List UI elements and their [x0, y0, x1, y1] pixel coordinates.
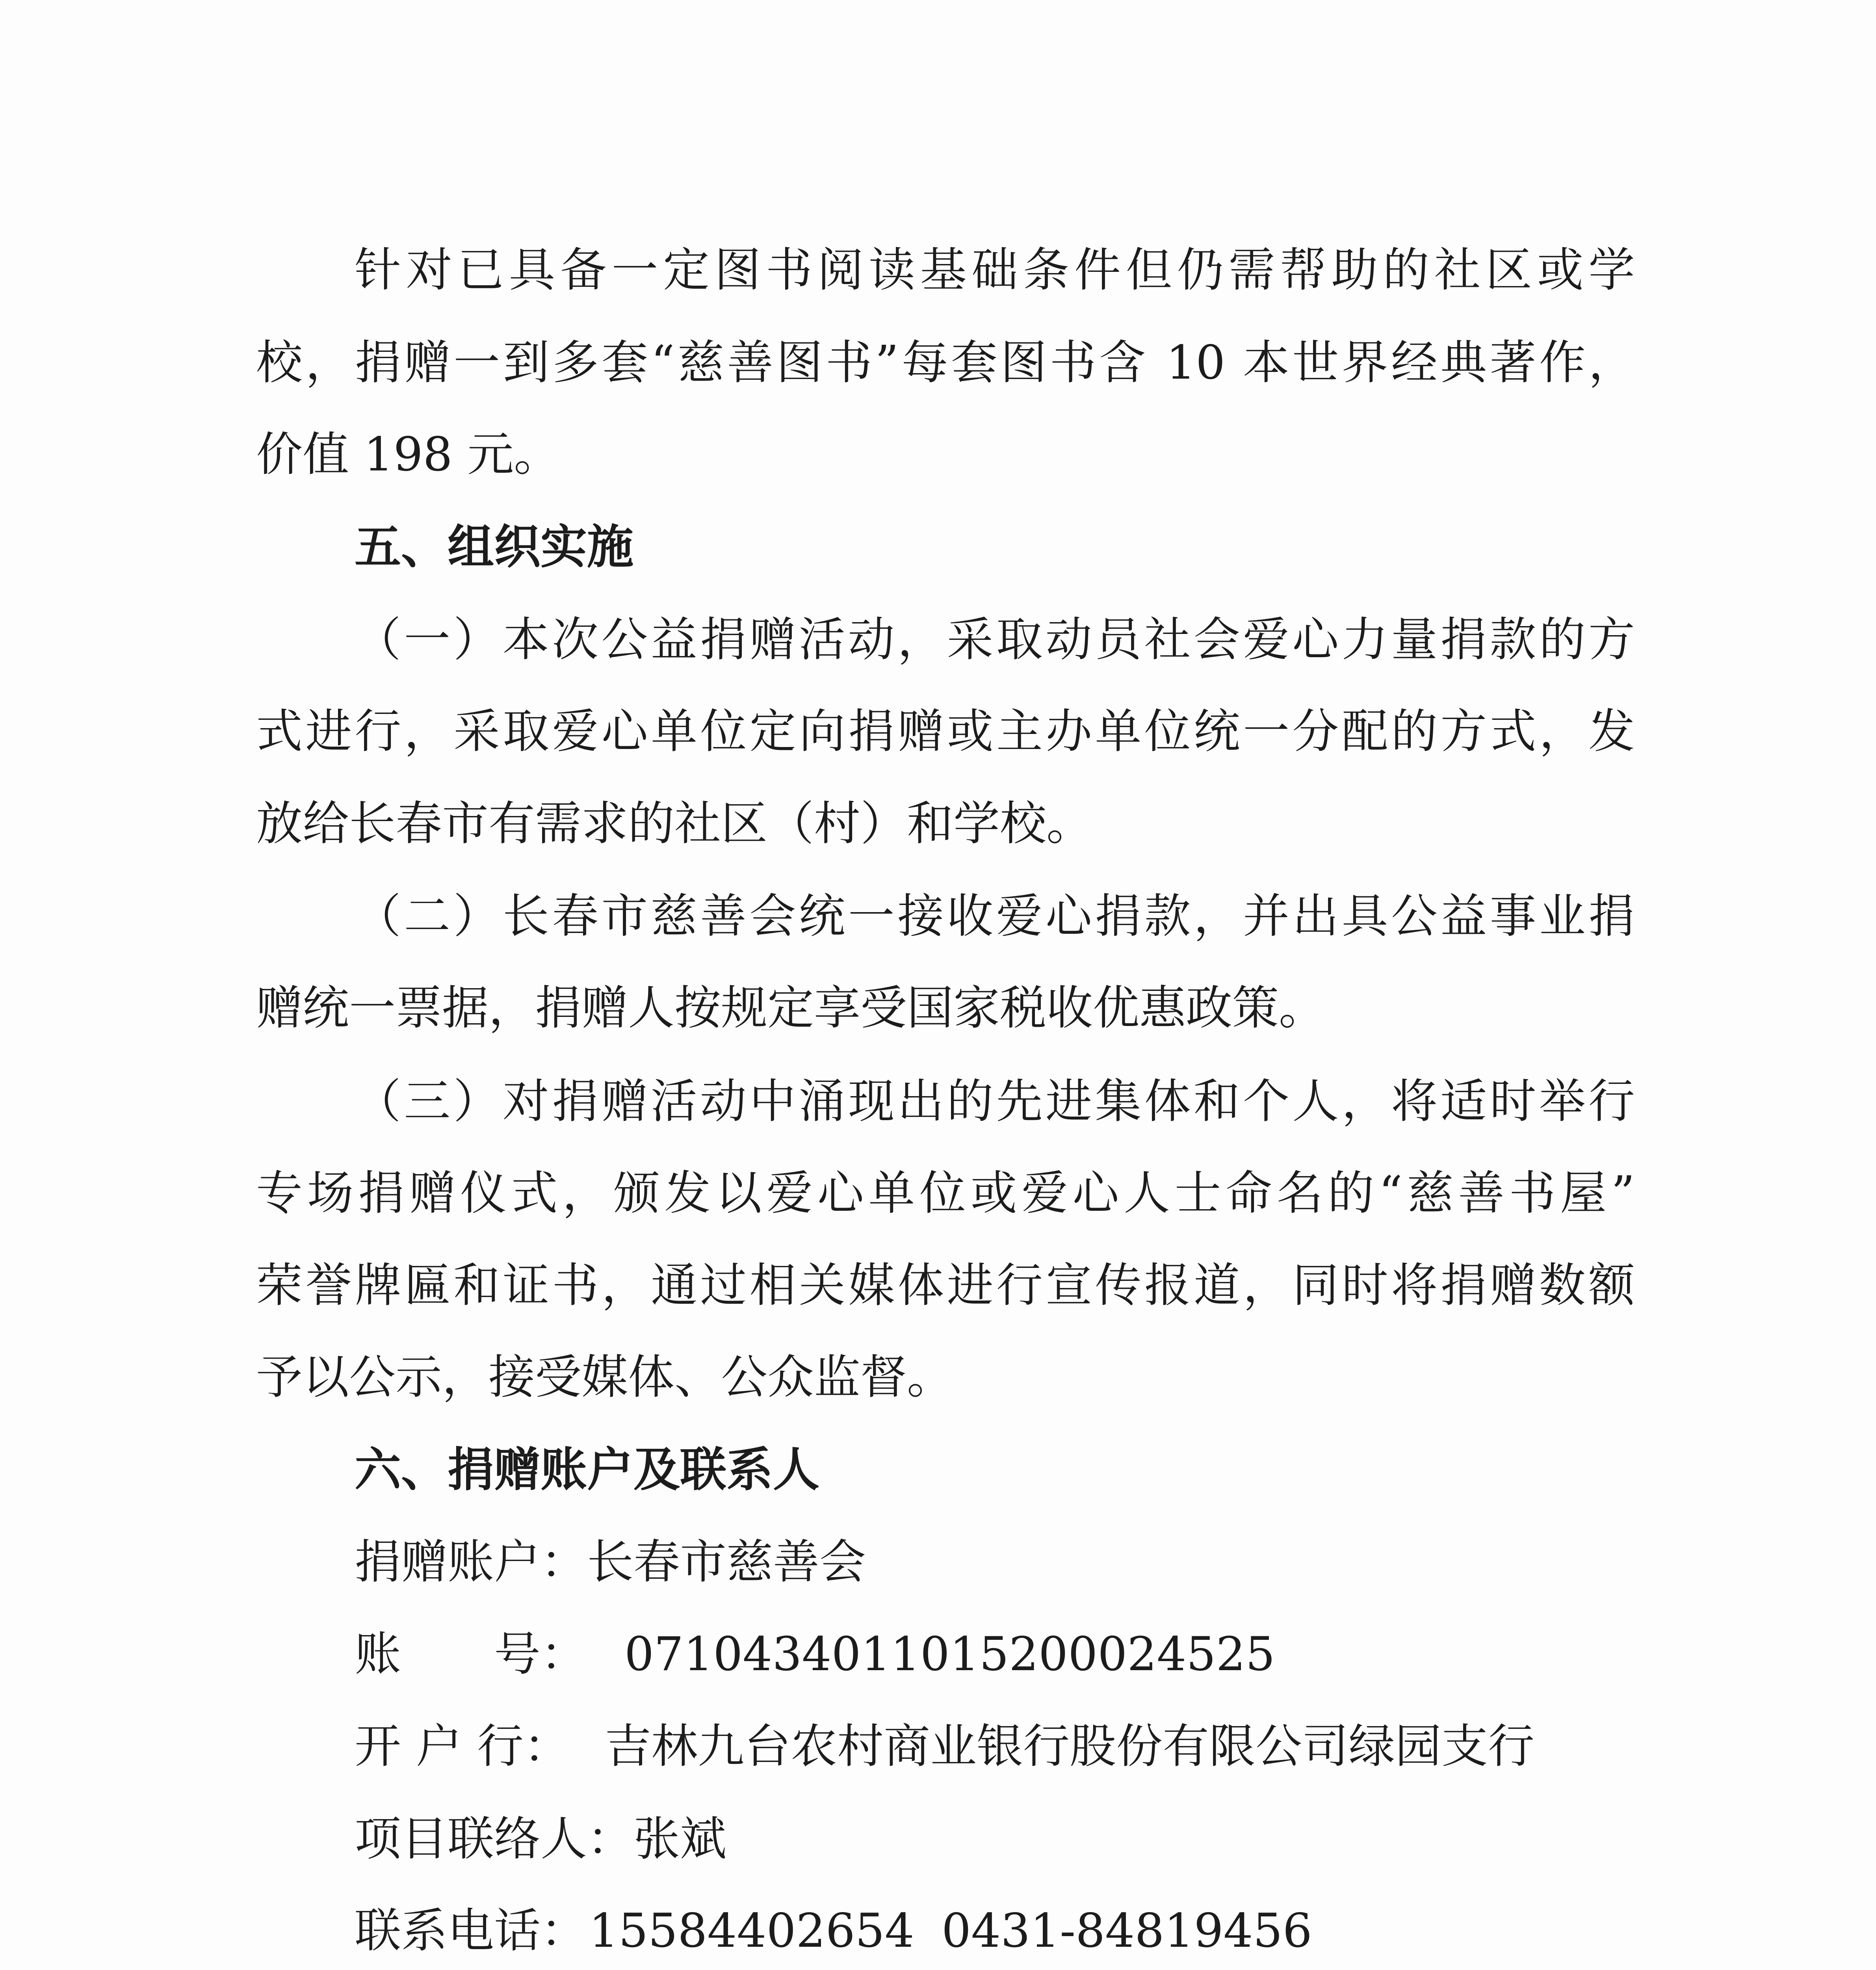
contact-person: 项目联络人：张斌	[355, 1812, 727, 1866]
paragraph-line: 针对已具备一定图书阅读基础条件但仍需帮助的社区或学	[355, 243, 1635, 297]
phone-mobile: 15584402654	[589, 1903, 914, 1958]
account-number: 0710434011015200024525	[624, 1627, 1275, 1681]
paragraph-line: 荣誉牌匾和证书，通过相关媒体进行宣传报道，同时将捐赠数额	[256, 1258, 1635, 1312]
paragraph-line: 赠统一票据，捐赠人按规定享受国家税收优惠政策。	[256, 981, 1326, 1035]
section-heading: 五、组织实施	[355, 519, 634, 574]
paragraph-line: 专场捐赠仪式，颁发以爱心单位或爱心人士命名的“慈善书屋”	[256, 1166, 1635, 1220]
paragraph-line: （一）本次公益捐赠活动，采取动员社会爱心力量捐款的方	[355, 612, 1635, 667]
account-number-label: 账 号：	[355, 1627, 587, 1681]
paragraph-line: （三）对捐赠活动中涌现出的先进集体和个人，将适时举行	[355, 1074, 1635, 1128]
paragraph-line: 价值 198 元。	[256, 427, 561, 481]
bank-label: 开 户 行：	[355, 1719, 570, 1773]
phone-landline: 0431-84819456	[942, 1903, 1312, 1958]
paragraph-line: 式进行，采取爱心单位定向捐赠或主办单位统一分配的方式，发	[256, 704, 1635, 758]
paragraph-line: 予以公示，接受媒体、公众监督。	[256, 1350, 954, 1404]
paragraph-line: 校，捐赠一到多套“慈善图书”每套图书含 10 本世界经典著作，	[256, 335, 1635, 390]
bank-name: 吉林九台农村商业银行股份有限公司绿园支行	[605, 1719, 1535, 1773]
paragraph-line: （二）长春市慈善会统一接收爱心捐款，并出具公益事业捐	[355, 889, 1635, 943]
account-name: 捐赠账户：长春市慈善会	[355, 1535, 866, 1589]
paragraph-line: 放给长春市有需求的社区（村）和学校。	[256, 796, 1093, 851]
section-heading: 六、捐赠账户及联系人	[355, 1442, 820, 1497]
phone-label: 联系电话：	[355, 1903, 587, 1958]
